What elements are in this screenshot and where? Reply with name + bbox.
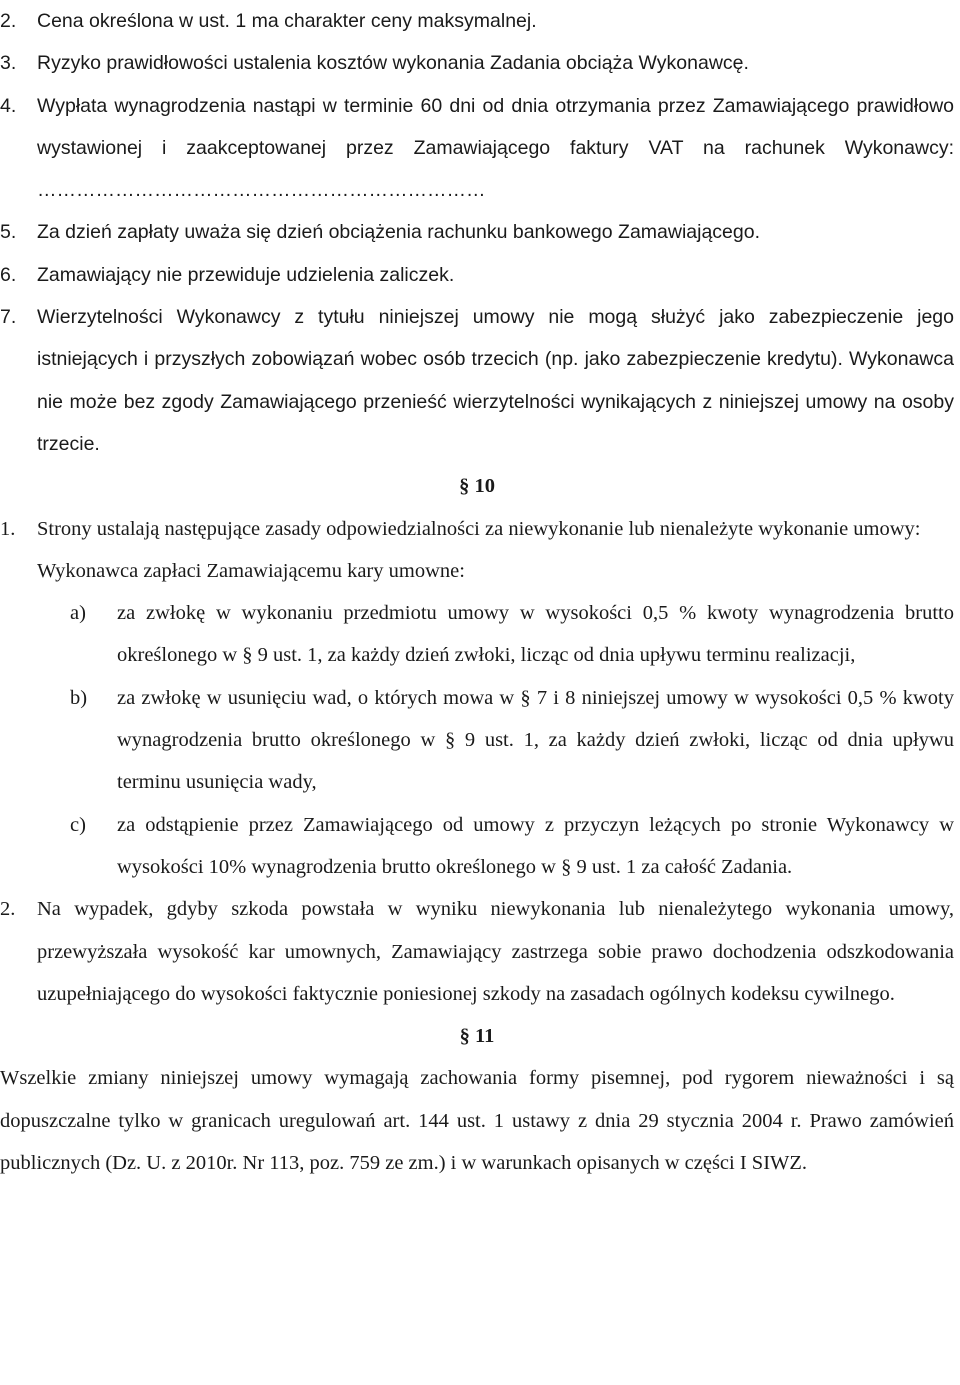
item-label: a): [70, 602, 86, 625]
item-text: Wierzytelności Wykonawcy z tytułu niniejszej umowy nie mogą służyć jako zabezpieczenie jego istniejących i przyszłych zobowiązań wobec osób trzecich (np. jako zabezpieczenie kredytu). Wykonawca nie może bez zgody Zamawiającego przenieść wierzytelności wynikających z niniejszej umowy na osoby trzecie.: [37, 306, 954, 455]
item-number: 4.: [0, 94, 17, 117]
item-number: 2.: [0, 10, 17, 32]
item-number: 3.: [0, 52, 17, 75]
item-text: Strony ustalają następujące zasady odpowiedzialności za niewykonanie lub nienależyte wykonanie umowy:: [37, 517, 921, 540]
penalty-a: [0, 592, 954, 677]
item-text: Wypłata wynagrodzenia nastąpi w terminie 60 dni od dnia otrzymania przez Zamawiającego prawidłowo wystawionej i zaakceptowanej przez Zamawiającego faktury VAT na rachunek Wykonawcy: ……………………………………………………………: [37, 94, 954, 202]
item-number: 1.: [0, 517, 16, 540]
item-text: za odstąpienie przez Zamawiającego od umowy z przyczyn leżących po stronie Wykonawcy w wysokości 10% wynagrodzenia brutto określonego w § 9 ust. 1 za całość Zadania.: [117, 813, 954, 878]
item-text: Za dzień zapłaty uważa się dzień obciążenia rachunku bankowego Zamawiającego.: [37, 221, 761, 244]
item-text: Cena określona w ust. 1 ma charakter ceny maksymalnej.: [37, 10, 537, 32]
penalties-intro: Wykonawca zapłaci Zamawiającemu kary umowne:: [37, 559, 465, 582]
paragraph-10-1: [0, 508, 954, 550]
paragraph-4: [0, 85, 954, 212]
paragraph-6: [0, 254, 954, 296]
item-number: 2.: [0, 898, 16, 921]
item-label: c): [70, 813, 86, 836]
paragraph-10-2: [0, 888, 954, 1015]
penalty-b: [0, 677, 954, 804]
paragraph-3: [0, 42, 954, 84]
penalty-c: [0, 804, 954, 889]
item-text: Na wypadek, gdyby szkoda powstała w wyniku niewykonania lub nienależytego wykonania umowy, przewyższała wysokość kar umownych, Zamawiający zastrzega sobie prawo dochodzenia odszkodowania uzupełniającego do wysokości faktycznie poniesionej szkody na zasadach ogólnych kodeksu cywilnego.: [37, 898, 954, 1005]
paragraph-11: Wszelkie zmiany niniejszej umowy wymagają zachowania formy pisemnej, pod rygorem nieważności i są dopuszczalne tylko w granicach uregulowań art. 144 ust. 1 ustawy z dnia 29 stycznia 2004 r. Prawo zamówień publicznych (Dz. U. z 2010r. Nr 113, poz. 759 ze zm.) i w warunkach opisanych w części I SIWZ.: [0, 1067, 954, 1175]
item-text: za zwłokę w usunięciu wad, o których mowa w § 7 i 8 niniejszej umowy w wysokości 0,5 % kwoty wynagrodzenia brutto określonego w § 9 ust. 1, za każdy dzień zwłoki, licząc od dnia upływu terminu usunięcia wady,: [117, 686, 954, 794]
paragraph-7: [0, 296, 954, 465]
item-label: b): [70, 686, 88, 709]
section-heading-11: § 11: [459, 1025, 495, 1048]
item-text: za zwłokę w wykonaniu przedmiotu umowy w wysokości 0,5 % kwoty wynagrodzenia brutto określonego w § 9 ust. 1, za każdy dzień zwłoki, licząc od dnia upływu terminu realizacji,: [117, 602, 954, 667]
item-number: 5.: [0, 221, 17, 244]
item-text: Ryzyko prawidłowości ustalenia kosztów wykonania Zadania obciąża Wykonawcę.: [37, 52, 749, 75]
paragraph-5: [0, 211, 954, 253]
paragraph-2: [0, 0, 954, 42]
section-heading-10: § 10: [459, 475, 495, 498]
item-number: 6.: [0, 263, 17, 286]
item-text: Zamawiający nie przewiduje udzielenia zaliczek.: [37, 263, 455, 286]
item-number: 7.: [0, 306, 17, 329]
